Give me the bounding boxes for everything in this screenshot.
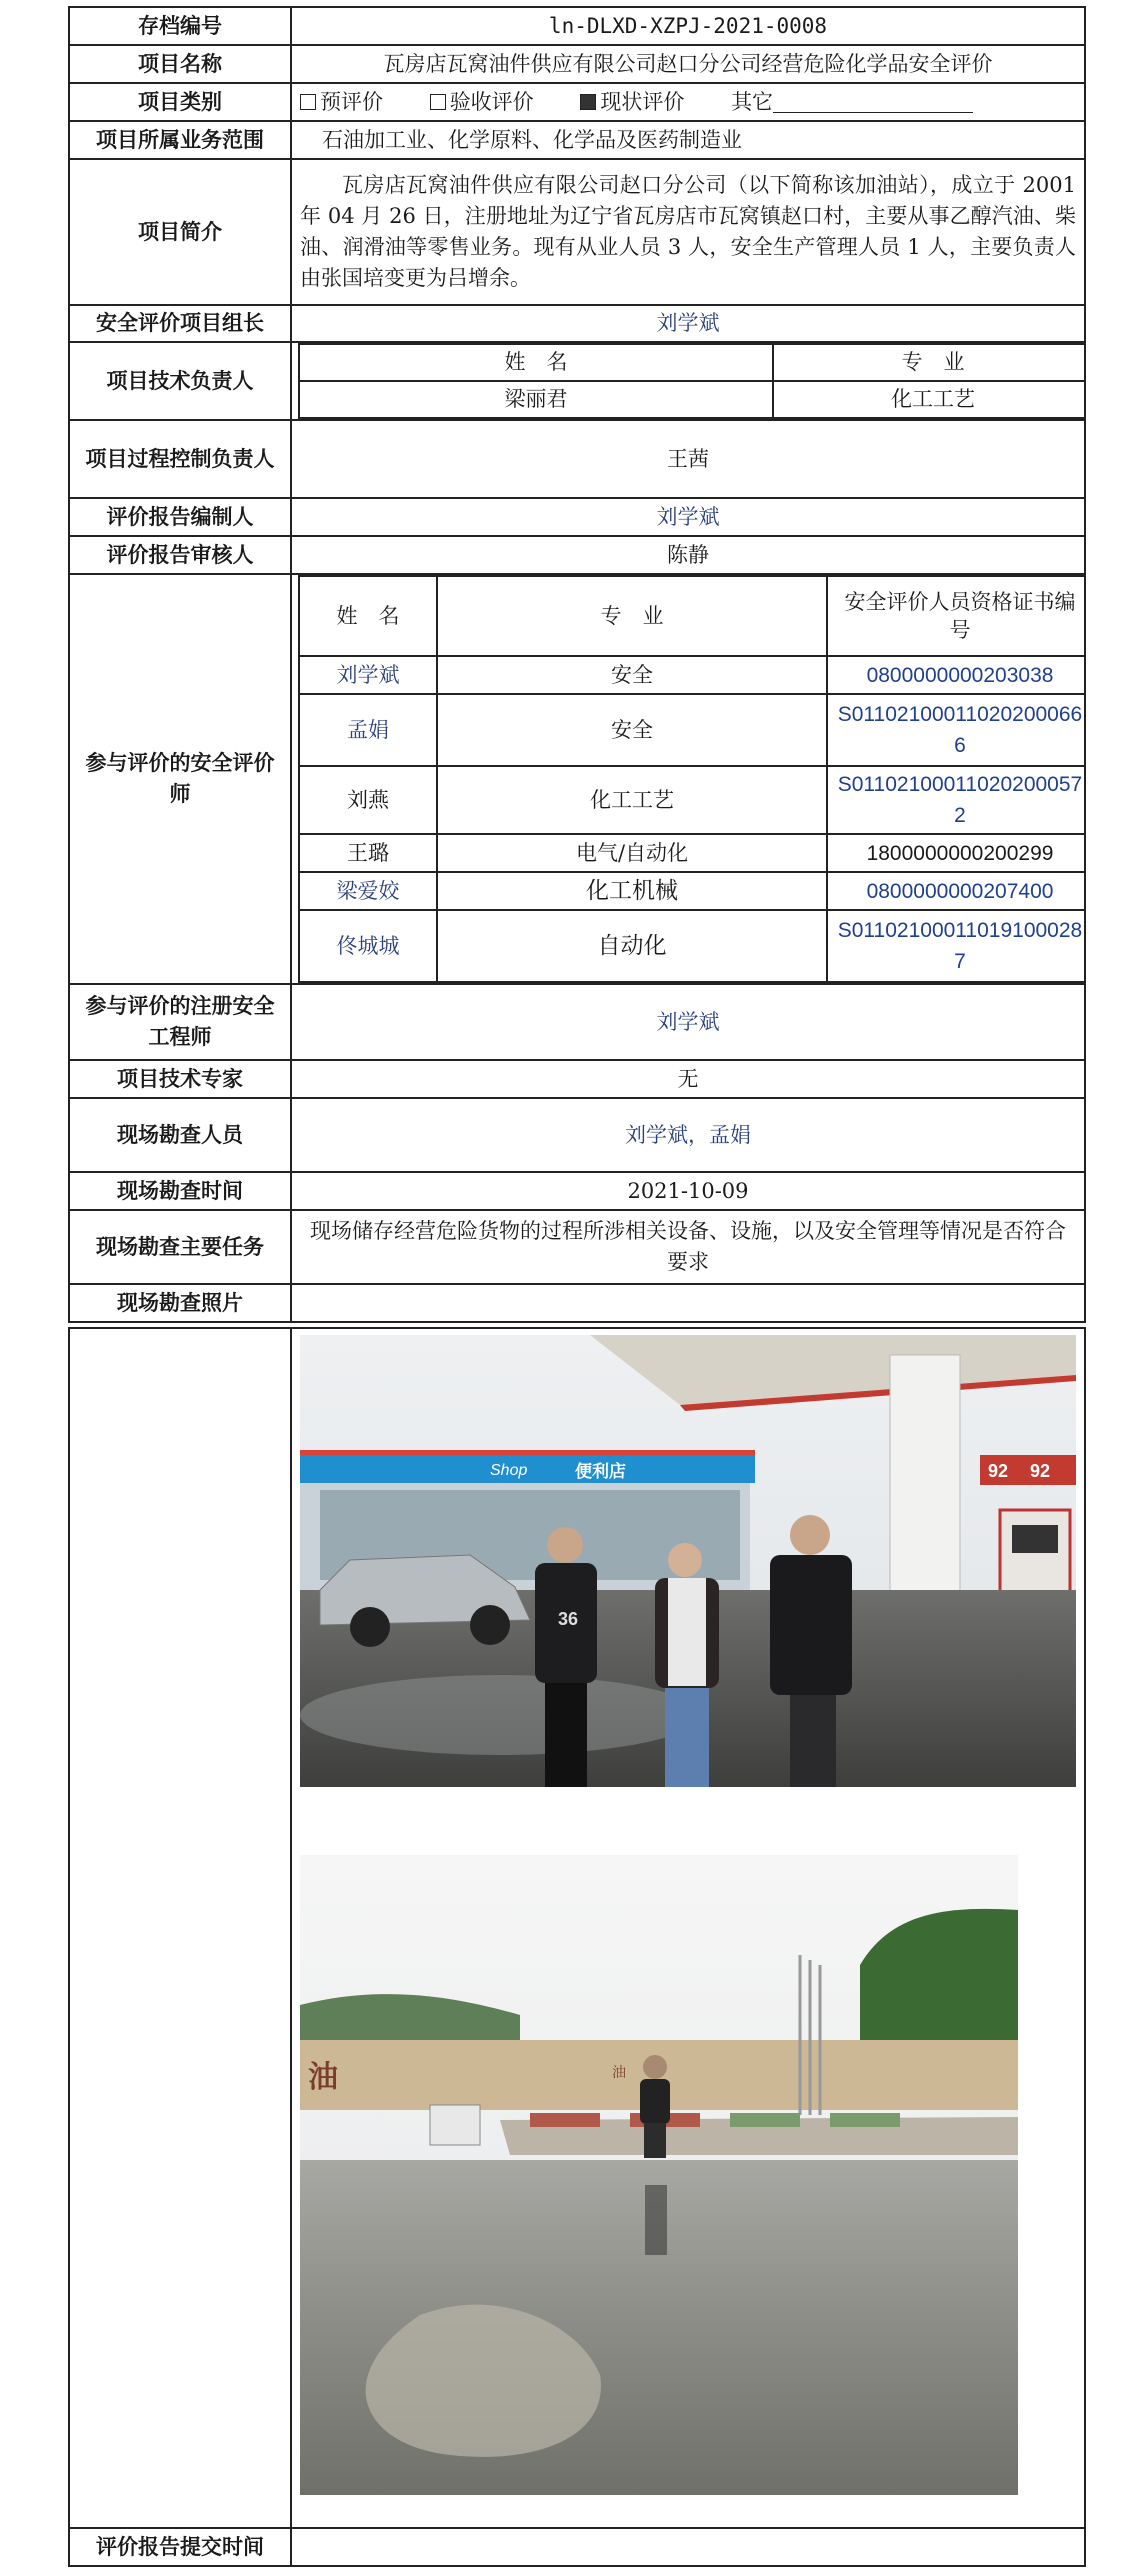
team-leader-signature: 刘学斌	[291, 305, 1085, 342]
row-project-intro	[69, 159, 1085, 305]
row-project-type	[69, 83, 1085, 121]
evaluator-name: 梁爱姣	[299, 872, 437, 910]
evaluator-name: 孟娟	[299, 694, 437, 766]
evaluators-name-header: 姓 名	[299, 576, 437, 656]
site-time-value: 2021-10-09	[291, 1172, 1085, 1210]
project-intro-label: 项目简介	[69, 159, 291, 305]
evaluator-major: 化工工艺	[437, 766, 827, 834]
row-report-author	[69, 498, 1085, 536]
table-row	[299, 766, 1085, 834]
table-row	[299, 872, 1085, 910]
evaluator-cert: S011021000110202000666	[827, 694, 1085, 766]
evaluator-name: 王璐	[299, 834, 437, 872]
checkbox-filled-icon	[580, 94, 596, 110]
row-report-reviewer	[69, 536, 1085, 574]
site-photo-tank-area	[300, 1855, 1018, 2495]
submit-time-value	[291, 2528, 1085, 2566]
svg-text:36: 36	[558, 1609, 579, 1629]
business-scope-value: 石油加工业、化学原料、化学品及医药制造业	[291, 121, 1085, 159]
row-evaluators	[69, 574, 1085, 984]
price-sign-text: 92	[988, 1461, 1009, 1481]
evaluators-major-header: 专 业	[437, 576, 827, 656]
report-reviewer-value: 陈静	[291, 536, 1085, 574]
option-status-evaluation: 现状评价	[580, 90, 684, 114]
tech-lead-major: 化工工艺	[773, 381, 1085, 418]
row-site-task	[69, 1210, 1085, 1284]
report-author-label: 评价报告编制人	[69, 498, 291, 536]
row-team-leader	[69, 305, 1085, 342]
tech-expert-value: 无	[291, 1060, 1085, 1098]
report-reviewer-label: 评价报告审核人	[69, 536, 291, 574]
wall-sign-text: 油	[308, 2060, 338, 2095]
row-business-scope	[69, 121, 1085, 159]
site-task-value: 现场储存经营危险货物的过程所涉相关设备、设施，以及安全管理等情况是否符合要求	[291, 1210, 1085, 1284]
row-tech-lead	[69, 342, 1085, 420]
evaluator-major: 电气/自动化	[437, 834, 827, 872]
evaluators-subtable	[298, 575, 1085, 983]
evaluators-cert-header: 安全评价人员资格证书编号	[827, 576, 1085, 656]
evaluators-label: 参与评价的安全评价师	[69, 574, 291, 984]
table-row	[299, 910, 1085, 982]
team-leader-label: 安全评价项目组长	[69, 305, 291, 342]
project-name-value: 瓦房店瓦窝油件供应有限公司赵口分公司经营危险化学品安全评价	[291, 45, 1085, 83]
tech-lead-subtable	[298, 343, 1085, 419]
evaluator-cert: 1800000000200299	[827, 834, 1085, 872]
process-control-label: 项目过程控制负责人	[69, 420, 291, 498]
row-site-photos	[69, 1284, 1085, 1322]
archive-no-value: ln-DLXD-XZPJ-2021-0008	[291, 7, 1085, 45]
tech-lead-name-header: 姓 名	[299, 344, 773, 381]
evaluator-major: 化工机械	[437, 872, 827, 910]
process-control-value: 王茜	[291, 420, 1085, 498]
evaluators-header-row	[299, 576, 1085, 656]
project-intro-value: 瓦房店瓦窝油件供应有限公司赵口分公司（以下简称该加油站），成立于 2001 年 04 月 26 日，注册地址为辽宁省瓦房店市瓦窝镇赵口村，主要从事乙醇汽油、柴油、润滑油等零售业务。现有从业人员 3 人，安全生产管理人员 1 人，主要负责人由张国培变更为吕增余。	[291, 159, 1085, 305]
table-row	[299, 656, 1085, 694]
tech-lead-name: 梁丽君	[299, 381, 773, 418]
blank-line	[773, 92, 973, 113]
row-tech-expert	[69, 1060, 1085, 1098]
evaluator-cert: S011021000110191000287	[827, 910, 1085, 982]
registered-engineer-signature: 刘学斌	[291, 984, 1085, 1060]
row-process-control	[69, 420, 1085, 498]
report-author-signature: 刘学斌	[291, 498, 1085, 536]
svg-text:92: 92	[1030, 1461, 1051, 1481]
row-site-staff	[69, 1098, 1085, 1172]
submit-time-label: 评价报告提交时间	[69, 2528, 291, 2566]
svg-text:油: 油	[612, 2065, 626, 2081]
archive-no-label: 存档编号	[69, 7, 291, 45]
registered-engineer-label: 参与评价的注册安全工程师	[69, 984, 291, 1060]
equipment-box	[430, 2105, 480, 2145]
tech-expert-label: 项目技术专家	[69, 1060, 291, 1098]
evaluator-major: 安全	[437, 694, 827, 766]
tech-lead-cell	[291, 342, 1085, 420]
option-other: 其它	[731, 90, 973, 114]
record-table	[68, 6, 1086, 1323]
row-archive-no	[69, 7, 1085, 45]
evaluator-cert: S011021000110202000572	[827, 766, 1085, 834]
project-type-options	[291, 83, 1085, 121]
site-task-label: 现场勘查主要任务	[69, 1210, 291, 1284]
row-site-time	[69, 1172, 1085, 1210]
shop-sign-text: Shop	[490, 1462, 528, 1479]
table-row	[299, 694, 1085, 766]
option-acceptance-evaluation: 验收评价	[430, 90, 534, 114]
row-submit-time	[69, 2528, 1085, 2566]
site-staff-label: 现场勘查人员	[69, 1098, 291, 1172]
person-standing	[640, 2055, 670, 2158]
option-pre-evaluation: 预评价	[300, 90, 383, 114]
evaluator-cert: 0800000000203038	[827, 656, 1085, 694]
site-staff-signature: 刘学斌，孟娟	[291, 1098, 1085, 1172]
evaluator-name: 刘燕	[299, 766, 437, 834]
site-photos-label: 现场勘查照片	[69, 1284, 291, 1322]
project-name-label: 项目名称	[69, 45, 291, 83]
evaluator-major: 自动化	[437, 910, 827, 982]
evaluator-name: 刘学斌	[299, 656, 437, 694]
site-photos-empty	[291, 1284, 1085, 1322]
evaluator-major: 安全	[437, 656, 827, 694]
store-sign-text: 便利店	[575, 1462, 626, 1482]
business-scope-label: 项目所属业务范围	[69, 121, 291, 159]
row-registered-engineer	[69, 984, 1085, 1060]
tech-lead-label: 项目技术负责人	[69, 342, 291, 420]
project-type-label: 项目类别	[69, 83, 291, 121]
photos-left-empty	[69, 1328, 291, 2528]
row-project-name	[69, 45, 1085, 83]
evaluator-cert: 0800000000207400	[827, 872, 1085, 910]
evaluators-cell	[291, 574, 1085, 984]
site-time-label: 现场勘查时间	[69, 1172, 291, 1210]
evaluator-name: 佟城城	[299, 910, 437, 982]
checkbox-empty-icon	[300, 94, 316, 110]
table-row	[299, 834, 1085, 872]
tech-lead-major-header: 专 业	[773, 344, 1085, 381]
checkbox-empty-icon	[430, 94, 446, 110]
site-photo-station-staff	[300, 1335, 1076, 1787]
